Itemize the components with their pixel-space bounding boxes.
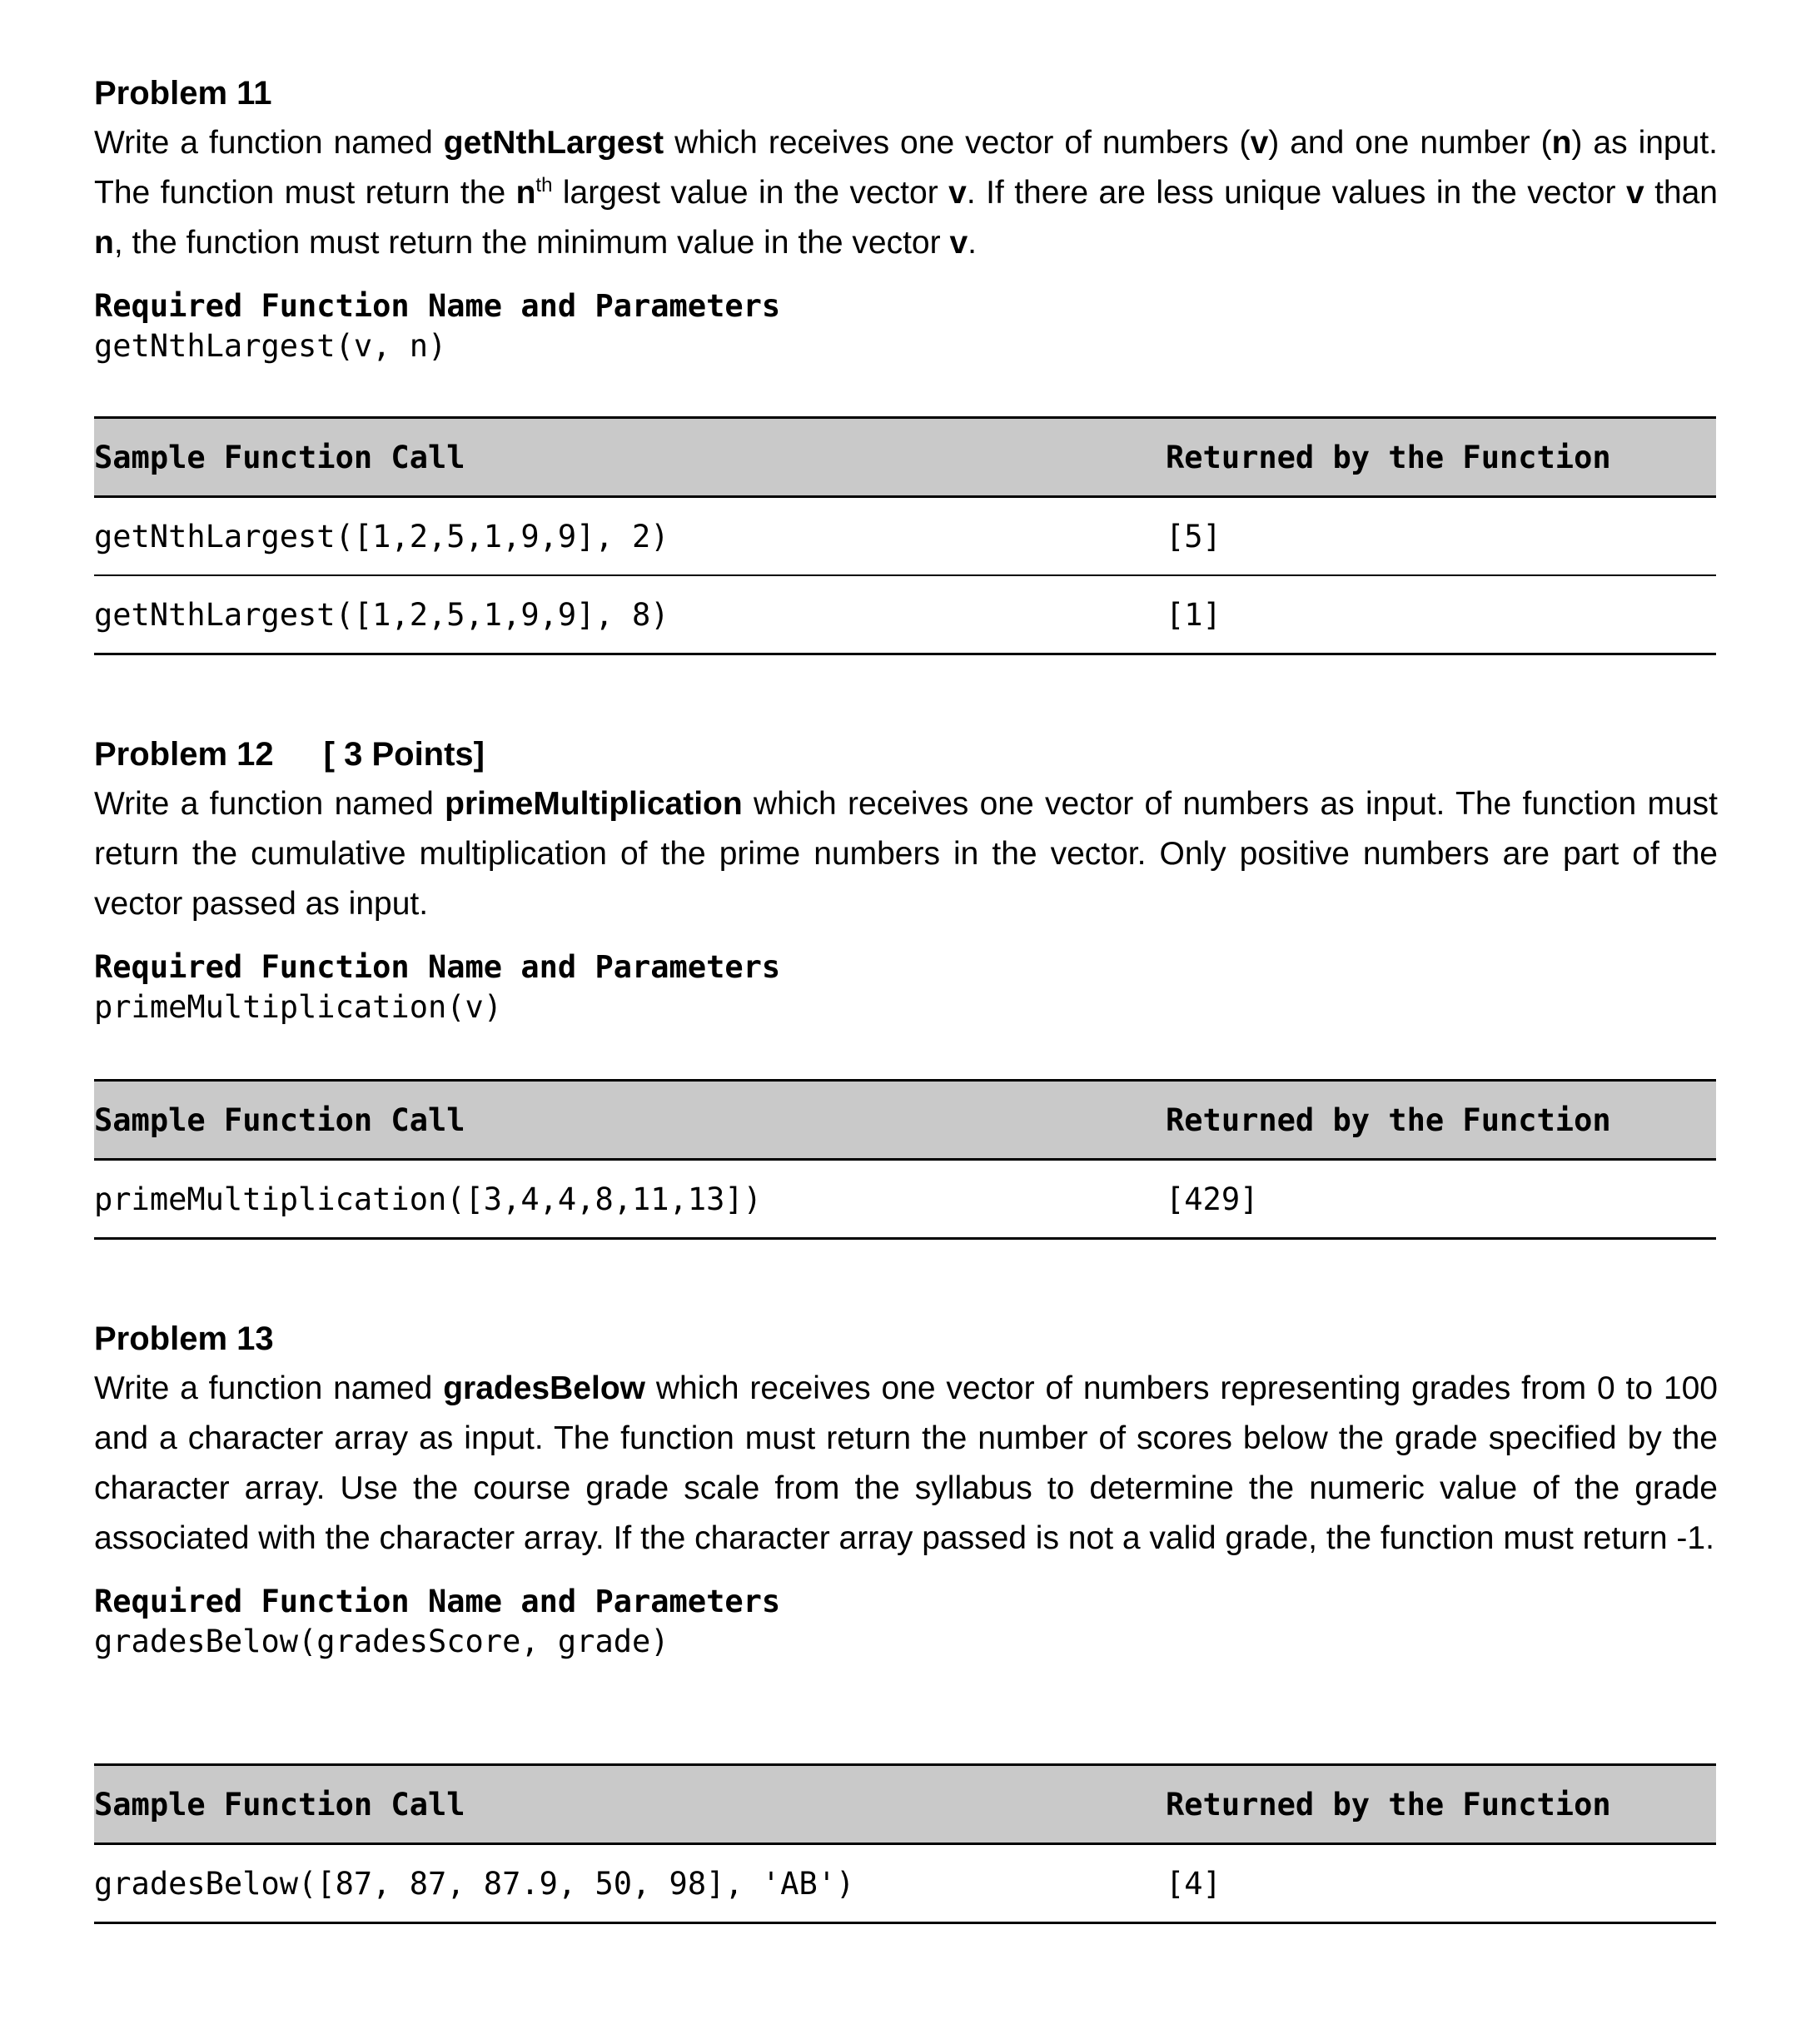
header-sample-call: Sample Function Call <box>94 418 1166 497</box>
returned-value-cell: [5] <box>1166 497 1716 576</box>
problem-13 <box>94 1314 1718 1662</box>
desc-text: ) and one number ( <box>1268 125 1552 161</box>
param-v: v <box>949 225 968 261</box>
desc-text: Write a function named <box>94 786 445 822</box>
param-v: v <box>948 175 967 211</box>
header-returned: Returned by the Function <box>1166 1765 1716 1844</box>
problem-title <box>94 68 1718 118</box>
table-header-row <box>94 1765 1716 1844</box>
param-v: v <box>1250 125 1269 161</box>
table-row <box>94 575 1716 654</box>
header-returned: Returned by the Function <box>1166 418 1716 497</box>
param-n: n <box>515 175 536 211</box>
returned-value-cell: [429] <box>1166 1160 1716 1239</box>
problem-title-text: Problem 12 <box>94 736 274 773</box>
problem-title <box>94 729 1718 779</box>
function-name: primeMultiplication <box>445 786 743 822</box>
desc-text: which receives one vector of numbers representing grades from 0 to 100 and a character array as input. The function must return the number of scores below the grade specified by the character array. Use the course grade scale from the syllabus to determine the numeric value of the grade associated with the character array. If the character array passed is not a valid grade, the function must return -1. <box>94 1370 1718 1556</box>
header-returned: Returned by the Function <box>1166 1081 1716 1160</box>
desc-text: . <box>968 225 977 261</box>
desc-text: ) as input. The function must return the <box>94 125 1718 211</box>
sample-call-cell: getNthLargest([1,2,5,1,9,9], 2) <box>94 497 1166 576</box>
function-signature: gradesBelow(gradesScore, grade) <box>94 1624 669 1659</box>
table-header-row <box>94 418 1716 497</box>
param-n: n <box>94 225 114 261</box>
problem-title-text: Problem 13 <box>94 1320 274 1357</box>
desc-text: which receives one vector of numbers ( <box>664 125 1251 161</box>
returned-value-cell: [1] <box>1166 575 1716 654</box>
desc-text: which receives one vector of numbers as input. The function must return the cumulative multiplication of the prime numbers in the vector. Only positive numbers are part of the vector passed as input. <box>94 786 1718 922</box>
table-row <box>94 497 1716 576</box>
desc-text: largest value in the vector <box>552 175 949 211</box>
problem-11 <box>94 68 1718 366</box>
function-signature: getNthLargest(v, n) <box>94 328 447 364</box>
param-v: v <box>1625 175 1644 211</box>
desc-text: Write a function named <box>94 1370 444 1406</box>
desc-text: than <box>1644 175 1718 211</box>
function-name: gradesBelow <box>443 1370 645 1406</box>
problem-description <box>94 1364 1718 1564</box>
ordinal-suffix: th <box>535 174 553 196</box>
required-label: Required Function Name and Parameters <box>94 949 781 985</box>
problem-12 <box>94 729 1718 1027</box>
desc-text: Write a function named <box>94 125 444 161</box>
sample-call-cell: getNthLargest([1,2,5,1,9,9], 8) <box>94 575 1166 654</box>
function-signature: primeMultiplication(v) <box>94 989 503 1025</box>
problem-description <box>94 118 1718 268</box>
sample-table <box>94 416 1716 655</box>
param-n: n <box>1551 125 1572 161</box>
sample-table <box>94 1079 1716 1240</box>
required-label: Required Function Name and Parameters <box>94 1584 781 1619</box>
table-header-row <box>94 1081 1716 1160</box>
required-label: Required Function Name and Parameters <box>94 288 781 324</box>
sample-call-cell: gradesBelow([87, 87, 87.9, 50, 98], 'AB') <box>94 1844 1166 1923</box>
points-badge: [ 3 Points] <box>323 736 485 773</box>
problem-title <box>94 1314 1718 1364</box>
table-row <box>94 1844 1716 1923</box>
desc-text: . If there are less unique values in the vector <box>966 175 1626 211</box>
header-sample-call: Sample Function Call <box>94 1081 1166 1160</box>
desc-text: , the function must return the minimum value in the vector <box>113 225 950 261</box>
function-name: getNthLargest <box>443 125 664 161</box>
sample-table <box>94 1763 1716 1924</box>
problem-title-text: Problem 11 <box>94 75 272 112</box>
problem-description <box>94 779 1718 929</box>
sample-call-cell: primeMultiplication([3,4,4,8,11,13]) <box>94 1160 1166 1239</box>
table-row <box>94 1160 1716 1239</box>
header-sample-call: Sample Function Call <box>94 1765 1166 1844</box>
returned-value-cell: [4] <box>1166 1844 1716 1923</box>
